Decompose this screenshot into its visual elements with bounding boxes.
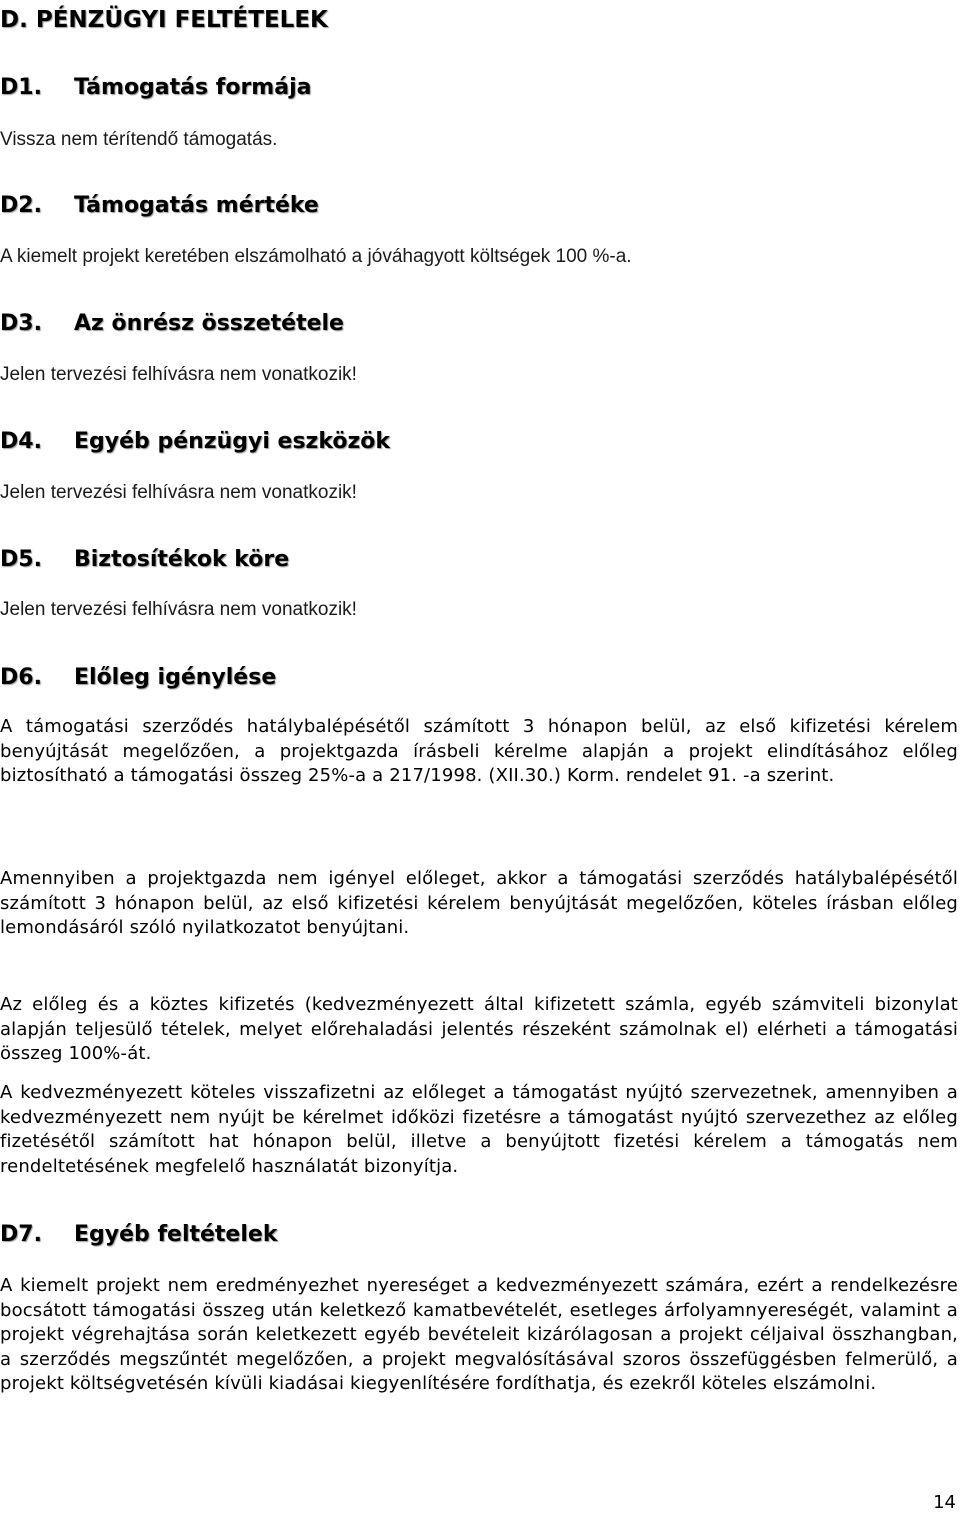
main-heading: D. PÉNZÜGYI FELTÉTELEK [0, 7, 328, 33]
paragraph-d6-4: A kedvezményezett köteles visszafizetni az előleget a támogatást nyújtó szervezetnek, amennyiben a kedvezményezett nem nyújt be kérelmet időközi fizetésre a támogatást nyújtó szervezethez az előleg fizetésétől számított hat hónapon belül, illetve a benyújtott fizetési kérelem a támogatás nem rendeltetésének megfelelő használatát bizonyítja. [0, 1082, 958, 1177]
section-number: D7. [0, 1222, 42, 1247]
section-title: Támogatás mértéke [74, 193, 319, 218]
section-number: D2. [0, 193, 42, 218]
paragraph-d6-2: Amennyiben a projektgazda nem igényel előleget, akkor a támogatási szerződés hatálybalépésétől számított 3 hónapon belül, az első kifizetési kérelem benyújtását megelőzően, köteles írásban előleg lemondásáról szóló nyilatkozatot benyújtani. [0, 868, 958, 938]
section-heading-d1 [0, 74, 958, 102]
page-number: 14 [933, 1492, 956, 1513]
section-text-d5: Jelen tervezési felhívásra nem vonatkozik! [0, 599, 357, 620]
paragraph-d6-1: A támogatási szerződés hatálybalépésétől számított 3 hónapon belül, az első kifizetési kérelem benyújtását megelőzően, a projektgazda írásbeli kérelme alapján a projekt elindításához előleg biztosítható a támogatási összeg 25%-a a 217/1998. (XII.30.) Korm. rendelet 91. -a szerint. [0, 716, 958, 786]
section-number: D4. [0, 429, 42, 454]
section-text-d2: A kiemelt projekt keretében elszámolható a jóváhagyott költségek 100 %-a. [0, 246, 632, 267]
section-heading-d5 [0, 546, 958, 574]
section-title: Biztosítékok köre [74, 547, 290, 572]
section-text-d4: Jelen tervezési felhívásra nem vonatkozik! [0, 482, 357, 503]
section-title: Egyéb feltételek [74, 1222, 278, 1247]
paragraph-d7-1: A kiemelt projekt nem eredményezhet nyereséget a kedvezményezett számára, ezért a rendelkezésre bocsátott támogatási összeg után keletkező kamatbevételét, esetleges árfolyamnyereségét, valamint a projekt végrehajtása során keletkezett egyéb bevételeit kizárólagosan a projekt céljaival összhangban, a szerződés megszűntét megelőzően, a projekt megvalósításával szoros összefüggésben felmerülő, a projekt költségvetésén kívüli kiadásai kiegyenlítésére fordíthatja, és ezekről köteles elszámolni. [0, 1275, 958, 1394]
section-number: D5. [0, 547, 42, 572]
section-text-d1: Vissza nem térítendő támogatás. [0, 129, 278, 150]
section-number: D3. [0, 311, 42, 336]
paragraph-d6-3: Az előleg és a köztes kifizetés (kedvezményezett által kifizetett számla, egyéb számviteli bizonylat alapján teljesülő tételek, melyet előrehaladási jelentés részeként számolnak el) elérheti a támogatási összeg 100%-át. [0, 994, 958, 1064]
section-title: Támogatás formája [74, 75, 312, 100]
section-heading-d2 [0, 192, 958, 220]
section-heading-d7 [0, 1221, 958, 1249]
section-title: Előleg igénylése [74, 665, 277, 690]
section-heading-d3 [0, 310, 958, 338]
section-number: D6. [0, 665, 42, 690]
section-text-d3: Jelen tervezési felhívásra nem vonatkozik! [0, 364, 357, 385]
section-heading-d4 [0, 428, 958, 456]
section-number: D1. [0, 75, 42, 100]
section-title: Egyéb pénzügyi eszközök [74, 429, 391, 454]
section-heading-d6 [0, 664, 958, 692]
section-title: Az önrész összetétele [74, 311, 344, 336]
